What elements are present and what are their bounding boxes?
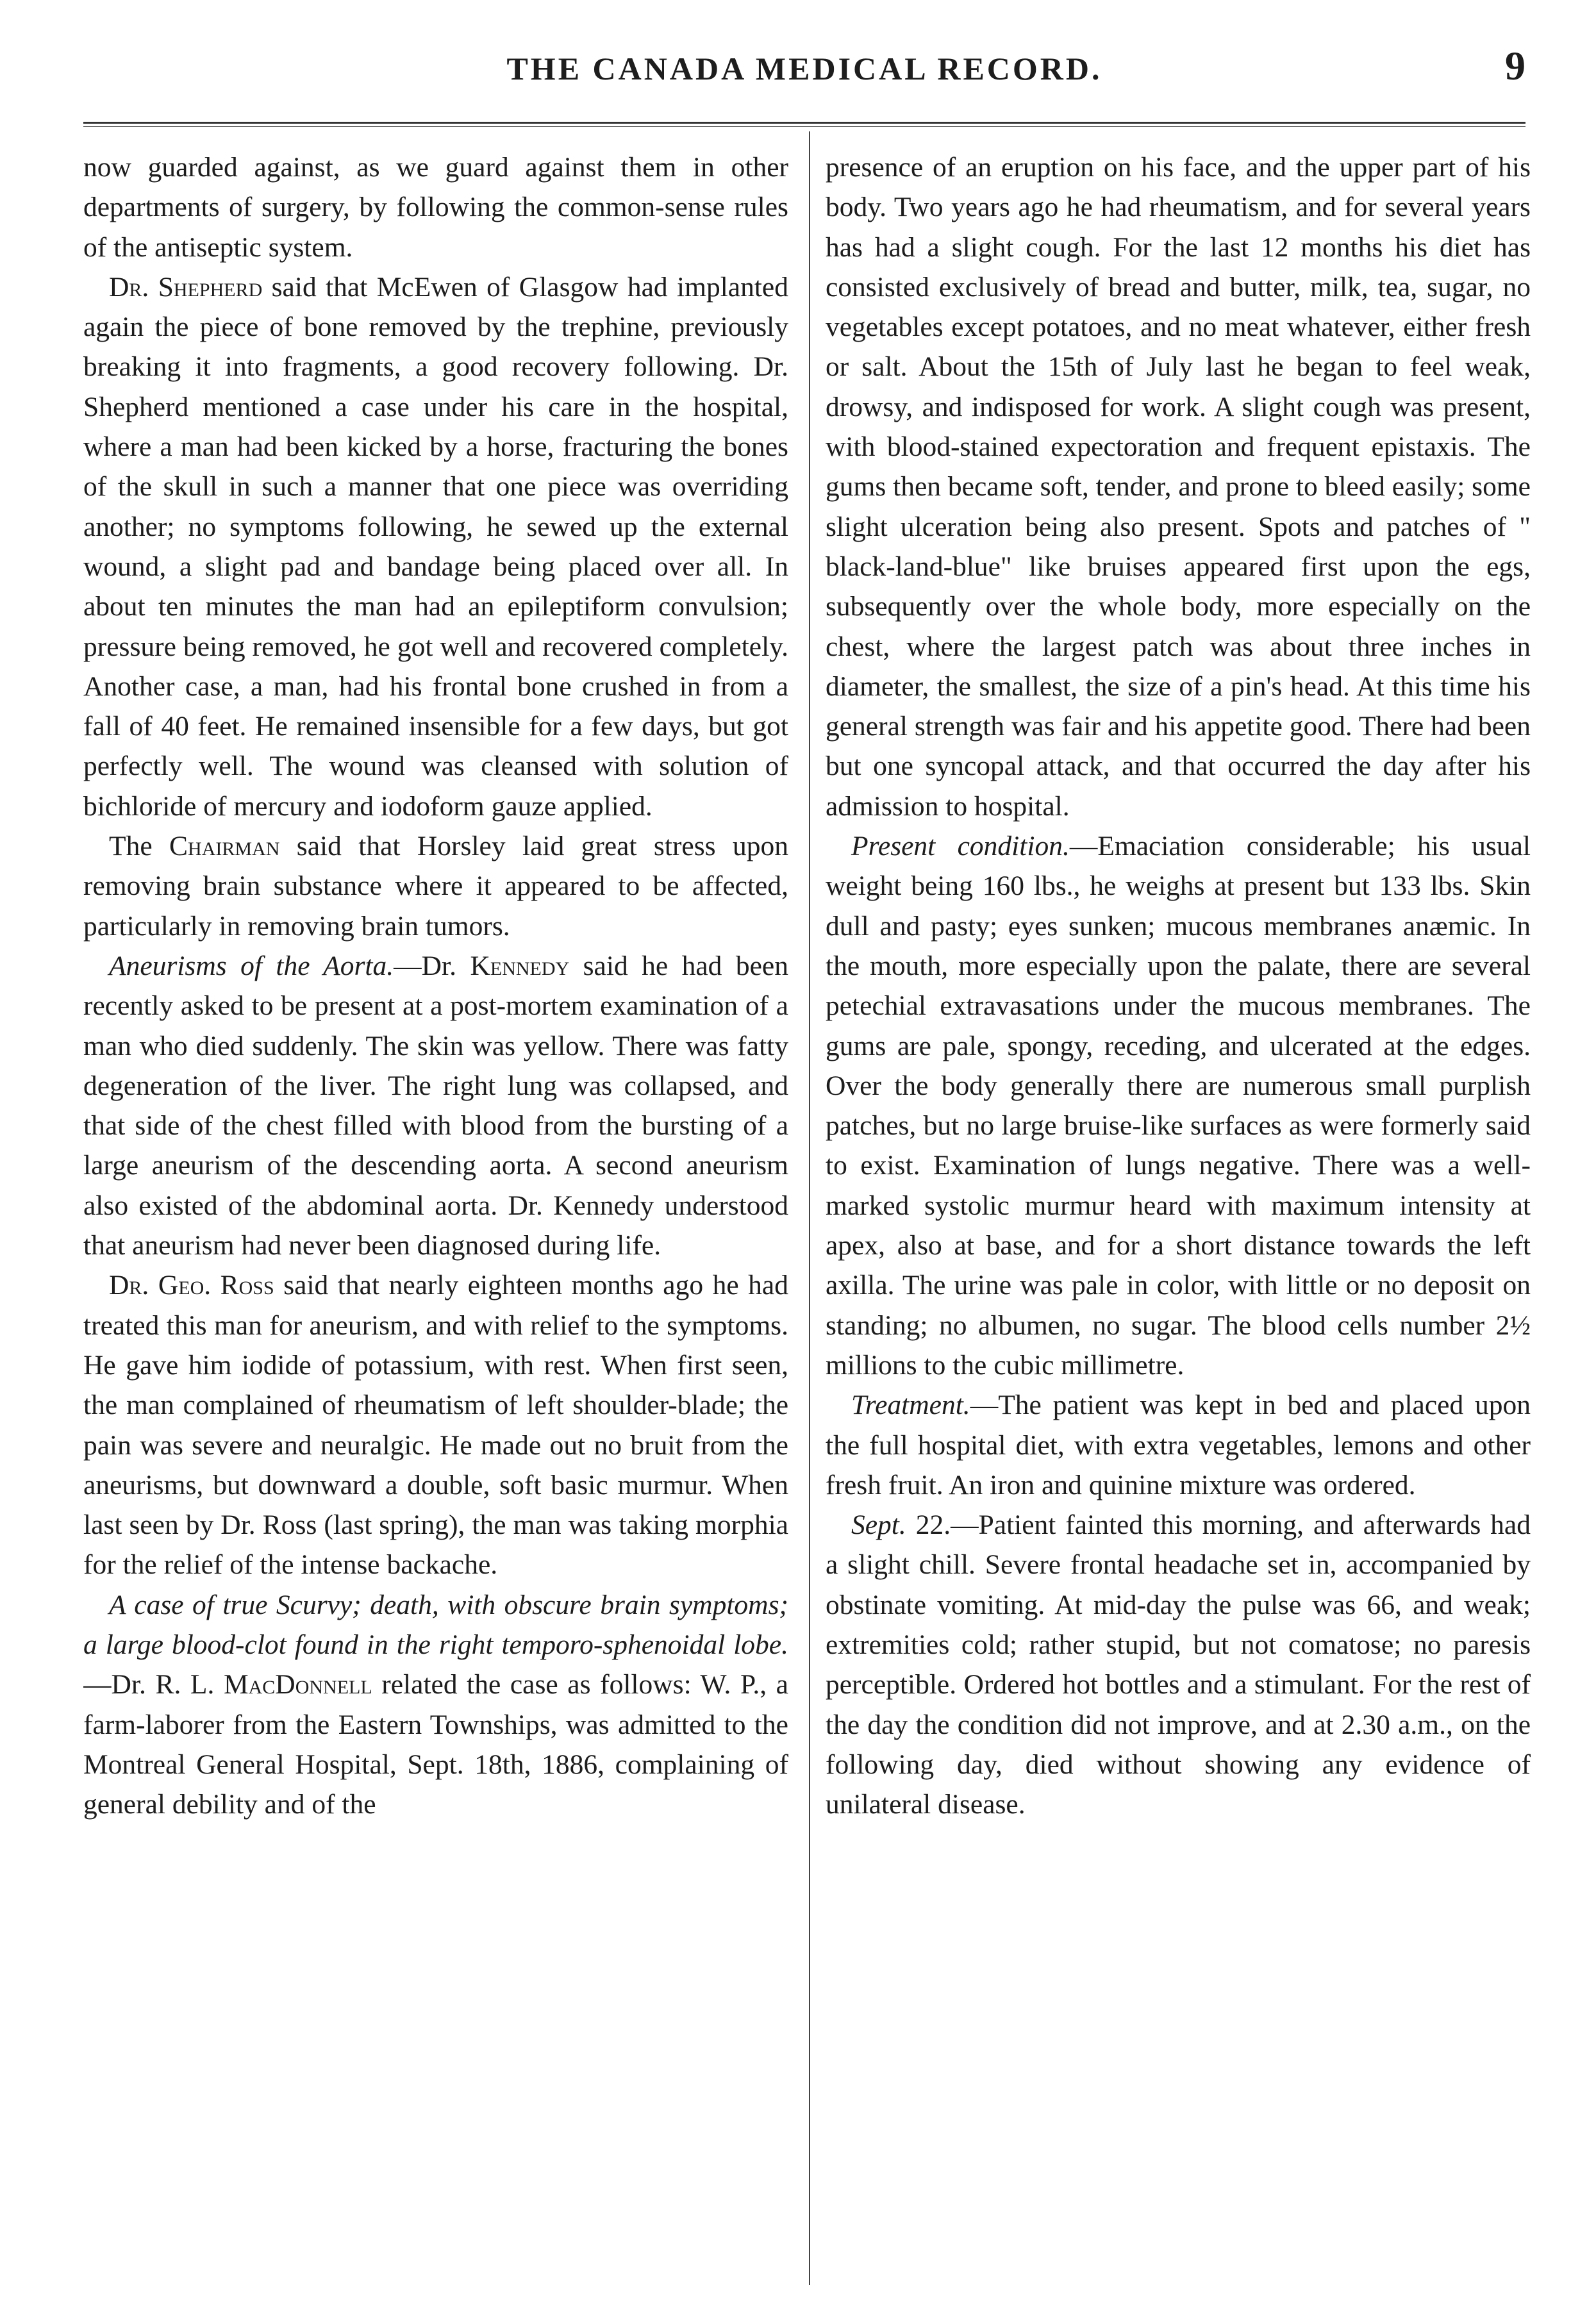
paragraph-text: now guarded against, as we guard against them in other departments of surgery, by following the common-sense rules of the antiseptic system. bbox=[83, 152, 788, 263]
running-title: THE CANADA MEDICAL RECORD. bbox=[506, 51, 1102, 87]
paragraph-text: said that Horsley laid great stress upon removing brain substance where it appeared to be affected, particularly in removing brain tumors. bbox=[83, 831, 788, 942]
paragraph-text: said that nearly eighteen months ago he had treated this man for aneurism, and with relief to the symptoms. He gave him iodide of potassium, with rest. When first seen, the man complained of rheumatism of left shoulder-blade; the pain was severe and neuralgic. He made out no bruit from the aneurisms, but downward a double, soft basic murmur. When last seen by Dr. Ross (last spring), the man was taking morphia for the relief of the intense backache. bbox=[83, 1270, 788, 1581]
paragraph-text: presence of an eruption on his face, and the upper part of his body. Two years ago he had rheumatism, and for several years has had a slight cough. For the last 12 months his diet has consisted exclusively of bread and butter, milk, tea, sugar, no vegetables except potatoes, and no meat whatever, either fresh or salt. About the 15th of July last he began to feel weak, drowsy, and indisposed for work. A slight cough was present, with blood-stained expectoration and frequent epistaxis. The gums then became soft, tender, and prone to bleed easily; some slight ulceration being also present. Spots and patches of " black-land-blue" like bruises appeared first upon the egs, subsequently over the whole body, more especially on the chest, where the largest patch was about three inches in diameter, the smallest, the size of a pin's head. At this time his general strength was fair and his appetite good. There had been but one syncopal attack, and that occurred the day after his admission to hospital. bbox=[826, 152, 1531, 822]
paragraph bbox=[83, 267, 788, 826]
page-header bbox=[83, 38, 1525, 115]
column-divider bbox=[809, 131, 810, 2285]
section-heading: Sept. bbox=[851, 1509, 906, 1541]
paragraph-text: said he had been recently asked to be present at a post-mortem examination of a man who died suddenly. The skin was yellow. There was fatty degeneration of the liver. The right lung was collapsed, and that side of the chest filled with blood from the bursting of a large aneurism of the descending aorta. A second aneurism also existed of the abdominal aorta. Dr. Kennedy understood that aneurism had never been diagnosed during life. bbox=[83, 950, 788, 1261]
section-heading: A case of true Scurvy; death, with obscure brain symptoms; a large blood-clot found in the right temporo-sphenoidal lobe. bbox=[83, 1589, 788, 1660]
section-heading: Present condition. bbox=[851, 831, 1070, 862]
speaker-name: Kennedy bbox=[470, 950, 570, 981]
speaker-name: Chairman bbox=[169, 831, 280, 862]
paragraph bbox=[83, 147, 788, 267]
section-heading: Treatment. bbox=[851, 1390, 970, 1421]
paragraph-text: —The patient was kept in bed and placed upon the full hospital diet, with extra vegetables, lemons and other fresh fruit. An iron and quinine mixture was ordered. bbox=[826, 1390, 1531, 1500]
section-heading: Aneurisms of the Aorta. bbox=[109, 950, 394, 981]
paragraph bbox=[826, 1505, 1531, 1824]
paragraph bbox=[83, 1585, 788, 1825]
paragraph bbox=[83, 946, 788, 1265]
paragraph-text: The bbox=[109, 831, 170, 862]
paragraph bbox=[83, 826, 788, 946]
paragraph-text: said that McEwen of Glasgow had implanted again the piece of bone removed by the trephine, previously breaking it into fragments, a good recovery following. Dr. Shepherd mentioned a case under his care in the hospital, where a man had been kicked by a horse, fracturing the bones of the skull in such a manner that one piece was overriding another; no symptoms following, he sewed up the external wound, a slight pad and bandage being placed over all. In about ten minutes the man had an epileptiform convulsion; pressure being removed, he got well and recovered completely. Another case, a man, had his frontal bone crushed in from a fall of 40 feet. He remained insensible for a few days, but got perfectly well. The wound was cleansed with solution of bichloride of mercury and iodoform gauze applied. bbox=[83, 271, 788, 822]
right-column bbox=[826, 147, 1531, 2301]
paragraph bbox=[826, 826, 1531, 1385]
paragraph-text: —Dr. bbox=[394, 950, 470, 981]
paragraph bbox=[826, 1385, 1531, 1505]
page-number: 9 bbox=[1505, 43, 1525, 88]
paragraph-text: related the case as follows: W. P., a farm-laborer from the Eastern Townships, was admitted to the Montreal General Hospital, Sept. 18th, 1886, complaining of general debility and of the bbox=[83, 1669, 788, 1820]
paragraph-text: —Emaciation considerable; his usual weight being 160 lbs., he weighs at present but 133 lbs. Skin dull and pasty; eyes sunken; mucous membranes anæmic. In the mouth, more especially upon the palate, there are several petechial extravasations under the mucous membranes. The gums are pale, spongy, receding, and ulcerated at the edges. Over the body generally there are numerous small purplish patches, but no large bruise-like surfaces as were formerly said to exist. Examination of lungs negative. There was a well-marked systolic murmur heard with maximum intensity at apex, also at base, and for a short distance towards the left axilla. The urine was pale in color, with little or no deposit on standing; no albumen, no sugar. The blood cells number 2½ millions to the cubic millimetre. bbox=[826, 831, 1531, 1381]
speaker-name: Dr. Geo. Ross bbox=[109, 1270, 274, 1301]
paragraph bbox=[826, 147, 1531, 826]
paragraph-text: —Dr. R. L. bbox=[83, 1669, 224, 1700]
speaker-name: MacDonnell bbox=[223, 1669, 372, 1700]
speaker-name: Dr. Shepherd bbox=[109, 271, 263, 303]
paragraph-text: 22.—Patient fainted this morning, and afterwards had a slight chill. Severe frontal headache set in, accompanied by obstinate vomiting. At mid-day the pulse was 66, and weak; extremities cold; rather stupid, but not comatose; no paresis perceptible. Ordered hot bottles and a stimulant. For the rest of the day the condition did not improve, and at 2.30 a.m., on the following day, died without showing any evidence of unilateral disease. bbox=[826, 1509, 1531, 1820]
paragraph bbox=[83, 1265, 788, 1584]
left-column bbox=[83, 147, 788, 2301]
header-rule bbox=[83, 122, 1525, 127]
